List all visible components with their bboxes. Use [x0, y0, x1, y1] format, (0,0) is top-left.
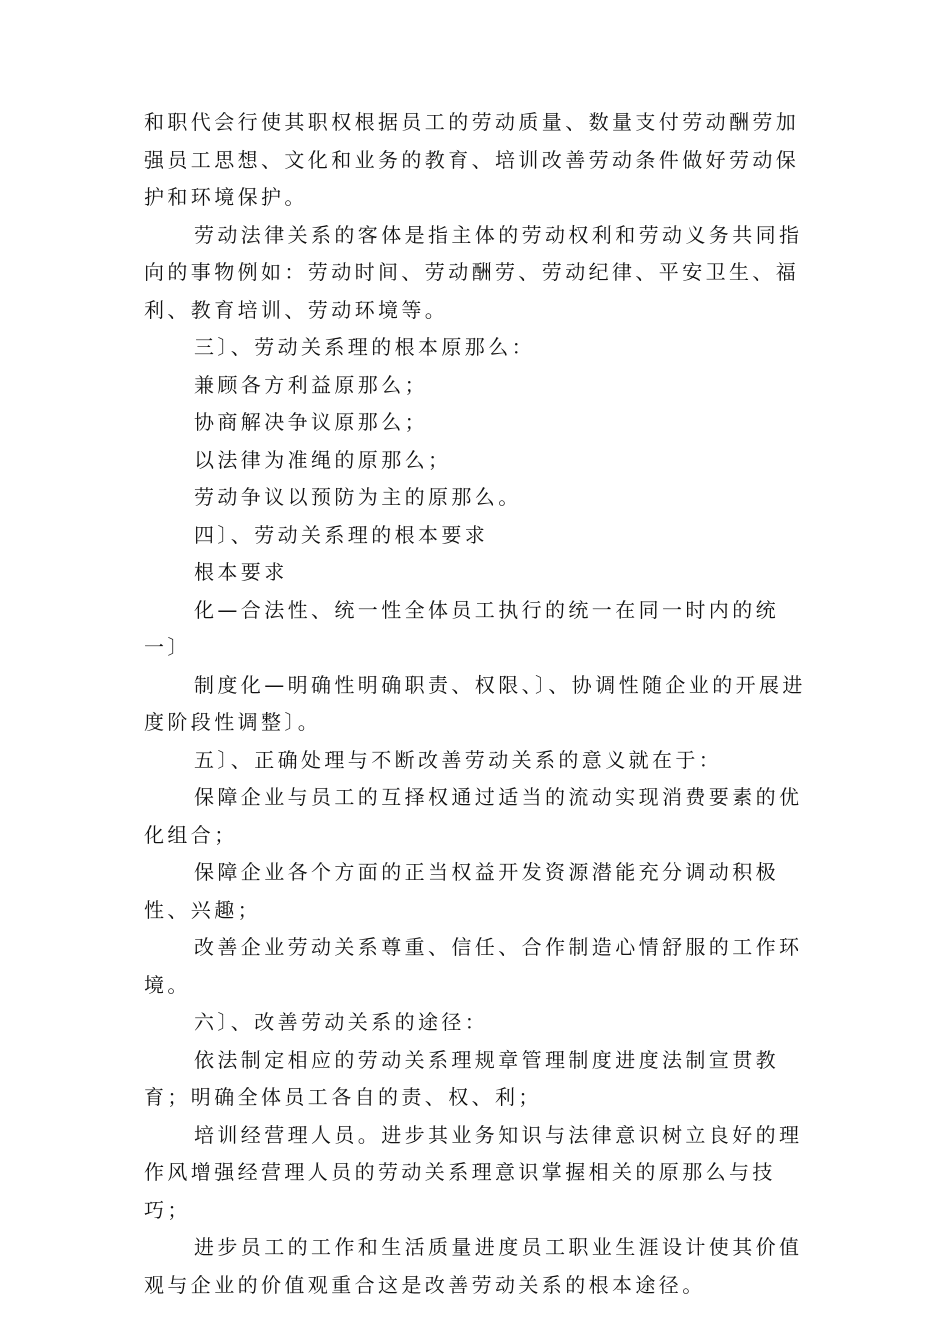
paragraph-14: 保障企业各个方面的正当权益开发资源潜能充分调动积极性、兴趣； [144, 860, 779, 922]
paragraph-10: 化—合法性、统一性全体员工执行的统一在同一时内的统一〕 [144, 597, 779, 659]
paragraph-1: 和职代会行使其职权根据员工的劳动质量、数量支付劳动酬劳加强员工思想、文化和业务的教育、培训改善劳动条件做好劳动保护和环境保护。 [144, 110, 800, 209]
paragraph-6: 以法律为准绳的原那么； [194, 447, 452, 472]
paragraph-13: 保障企业与员工的互择权通过适当的流动实现消费要素的优化组合； [144, 785, 803, 847]
paragraph-16: 六〕、改善劳动关系的途径： [194, 1010, 489, 1034]
paragraph-4: 兼顾各方利益原那么； [194, 372, 428, 397]
paragraph-3: 三〕、劳动关系理的根本原那么： [194, 335, 535, 359]
paragraph-8: 四〕、劳动关系理的根本要求 [194, 522, 489, 547]
paragraph-5: 协商解决争议原那么； [194, 410, 428, 434]
document-body [144, 104, 814, 1304]
paragraph-11: 制度化—明确性明确职责、权限、〕、协调性随企业的开展进度阶段性调整〕。 [144, 672, 806, 734]
paragraph-19: 进步员工的工作和生活质量进度员工职业生涯设计使其价值观与企业的价值观重合这是改善劳动关系的根本途径。 [144, 1235, 803, 1297]
paragraph-7: 劳动争议以预防为主的原那么。 [194, 485, 522, 509]
paragraph-18: 培训经营理人员。进步其业务知识与法律意识树立良好的理作风增强经营理人员的劳动关系理意识掌握相关的原那么与技巧； [144, 1122, 803, 1222]
paragraph-9: 根本要求 [194, 560, 288, 584]
paragraph-12: 五〕、正确处理与不断改善劳动关系的意义就在于： [194, 747, 723, 772]
paragraph-15: 改善企业劳动关系尊重、信任、合作制造心情舒服的工作环境。 [144, 935, 803, 997]
paragraph-2: 劳动法律关系的客体是指主体的劳动权利和劳动义务共同指向的事物例如：劳动时间、劳动酬劳、劳动纪律、平安卫生、福利、教育培训、劳动环境等。 [144, 222, 803, 322]
paragraph-17: 依法制定相应的劳动关系理规章管理制度进度法制宣贯教育；明确全体员工各自的责、权、利； [144, 1047, 779, 1109]
